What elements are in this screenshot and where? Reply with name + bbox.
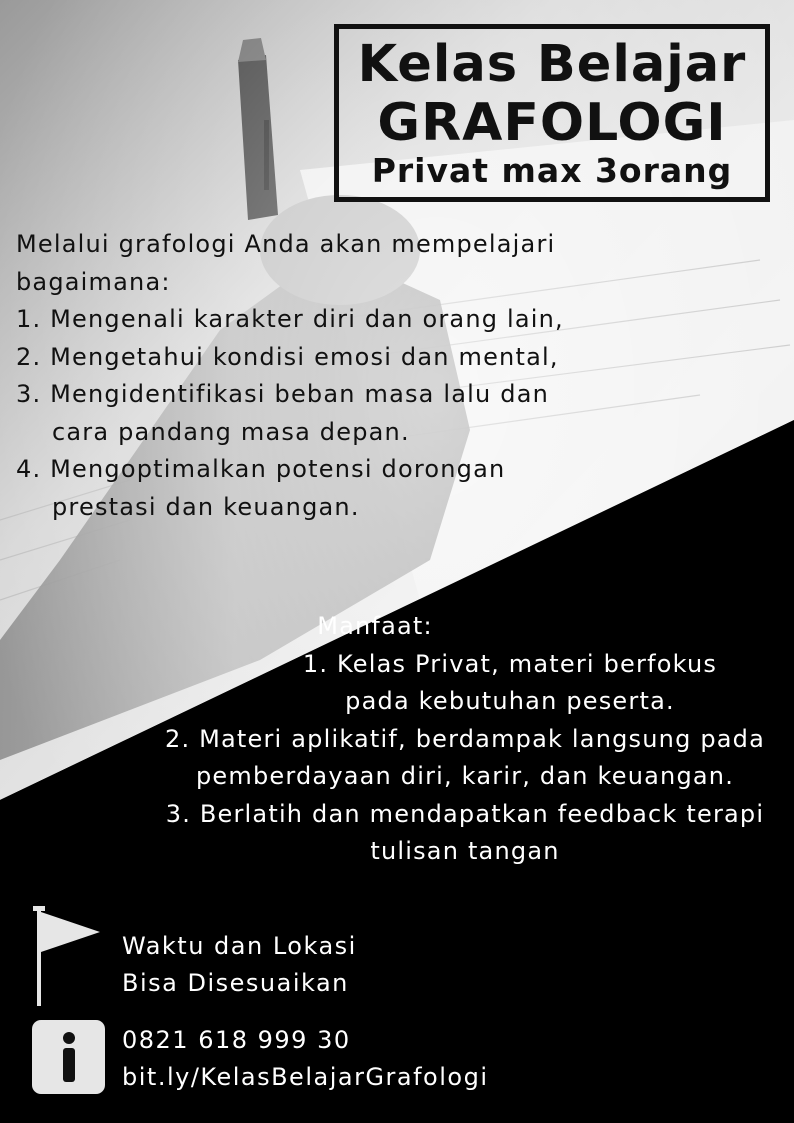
benefits-heading: Manfaat: xyxy=(317,612,433,640)
contact-info xyxy=(122,1022,489,1096)
contact-link[interactable]: bit.ly/KelasBelajarGrafologi xyxy=(122,1063,489,1091)
intro-section xyxy=(16,226,606,526)
benefit-item: 2. Materi aplikatif, berdampak langsung pada pemberdayaan diri, karir, dan keuangan. xyxy=(164,724,766,790)
intro-lead: Melalui grafologi Anda akan mempelajari bagaimana: xyxy=(16,230,556,296)
title-box xyxy=(334,24,770,202)
title-line-2: GRAFOLOGI xyxy=(377,93,727,153)
intro-list xyxy=(16,301,606,526)
location-info xyxy=(122,928,357,1002)
location-line-2: Bisa Disesuaikan xyxy=(122,969,349,997)
phone-number: 0821 618 999 30 xyxy=(122,1026,351,1054)
title-line-3: Privat max 3orang xyxy=(371,151,733,190)
location-line-1: Waktu dan Lokasi xyxy=(122,932,357,960)
intro-item: 4. Mengoptimalkan potensi dorongan prestasi dan keuangan. xyxy=(16,455,506,521)
info-icon-dot xyxy=(63,1032,75,1044)
benefits-list xyxy=(140,646,790,871)
intro-item: 3. Mengidentifikasi beban masa lalu dan cara pandang masa depan. xyxy=(16,380,550,446)
intro-item: 2. Mengetahui kondisi emosi dan mental, xyxy=(16,342,559,371)
benefit-item: 3. Berlatih dan mendapatkan feedback terapi tulisan tangan xyxy=(165,799,765,865)
info-icon-bar xyxy=(63,1048,75,1082)
info-icon xyxy=(32,1020,105,1094)
flag-icon xyxy=(28,904,108,1008)
intro-item: 1. Mengenali karakter diri dan orang lain, xyxy=(16,305,564,333)
title-line-1: Kelas Belajar xyxy=(357,35,747,94)
benefits-section xyxy=(140,608,790,871)
benefit-item: 1. Kelas Privat, materi berfokus pada kebutuhan peserta. xyxy=(302,649,718,715)
